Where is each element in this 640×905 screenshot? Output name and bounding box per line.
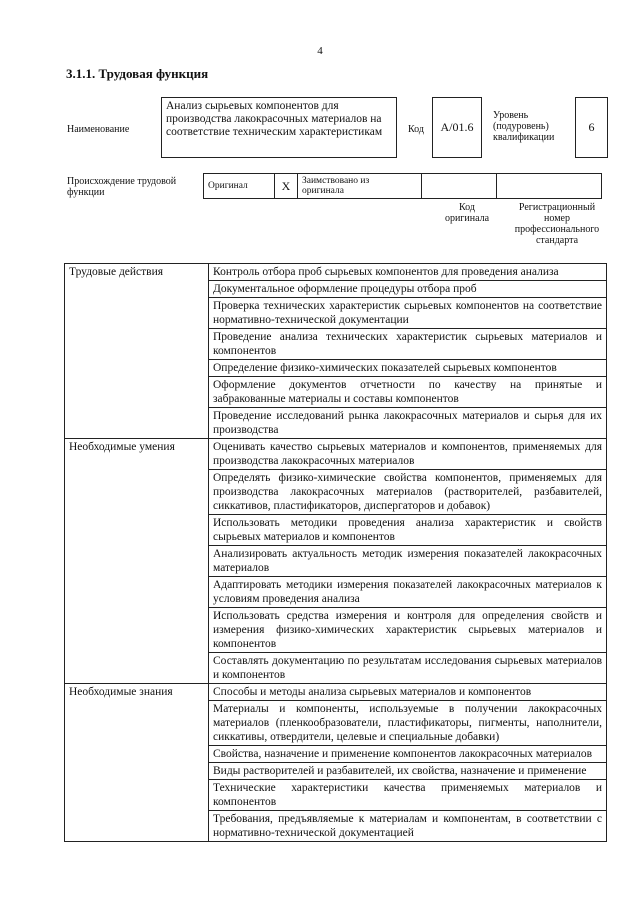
table-cell: Проведение исследований рынка лакокрасочных материалов и сырья для их производства <box>209 408 607 439</box>
table-cell: Технические характеристики качества применяемых материалов и компонентов <box>209 780 607 811</box>
function-details-table <box>64 263 607 842</box>
code-value-box: A/01.6 <box>432 97 482 158</box>
table-cell: Оценивать качество сырьевых материалов и компонентов, применяемых для производства лакокрасочных материалов <box>209 439 607 470</box>
reg-number-line: стандарта <box>535 235 579 246</box>
table-cell: Оформление документов отчетности по качеству на принятые и забракованные материалы и составы компонентов <box>209 377 607 408</box>
origin-label-line: Происхождение трудовой <box>67 176 177 187</box>
table-cell: Документальное оформление процедуры отбора проб <box>209 281 607 298</box>
page-number: 4 <box>317 45 323 57</box>
original-label: Оригинал <box>204 174 275 199</box>
reg-number-caption <box>505 202 609 246</box>
table-cell: Анализировать актуальность методик измерения показателей лакокрасочных материалов <box>209 546 607 577</box>
reg-number-cell <box>497 174 602 199</box>
table-cell: Использовать методики проведения анализа характеристик и свойств сырьевых материалов и компонентов <box>209 515 607 546</box>
borrowed-label-line: оригинала <box>302 186 344 196</box>
code-original-caption <box>432 202 502 224</box>
code-label: Код <box>408 124 424 135</box>
category-required-knowledge: Необходимые знания <box>65 684 209 842</box>
table-cell: Виды растворителей и разбавителей, их свойства, назначение и применение <box>209 763 607 780</box>
reg-number-line: профессионального <box>514 224 600 235</box>
table-cell: Определение физико-химических показателей сырьевых компонентов <box>209 360 607 377</box>
level-value-box: 6 <box>575 97 608 158</box>
table-cell: Требования, предъявляемые к материалам и компонентам, в соответствии с нормативно-технической документацией <box>209 811 607 842</box>
code-original-line: оригинала <box>444 213 490 224</box>
reg-number-line: номер <box>544 213 570 224</box>
origin-label <box>67 176 176 198</box>
table-cell: Контроль отбора проб сырьевых компонентов для проведения анализа <box>209 264 607 281</box>
level-label-line: квалификации <box>493 132 555 143</box>
table-row <box>65 684 607 701</box>
level-label <box>493 110 554 143</box>
level-label-line: (подуровень) <box>493 121 549 132</box>
section-title: 3.1.1. Трудовая функция <box>66 66 209 81</box>
borrowed-label-line: Заимствовано из <box>302 176 370 186</box>
reg-number-line: Регистрационный <box>518 202 596 213</box>
level-label-line: Уровень <box>493 110 529 121</box>
borrowed-label <box>298 174 422 199</box>
table-cell: Способы и методы анализа сырьевых материалов и компонентов <box>209 684 607 701</box>
table-cell: Составлять документацию по результатам исследования сырьевых материалов и компонентов <box>209 653 607 684</box>
table-row <box>65 264 607 281</box>
code-original-cell <box>422 174 497 199</box>
origin-label-line: функции <box>67 187 105 198</box>
origin-table <box>203 173 602 199</box>
table-row <box>65 439 607 470</box>
table-cell: Свойства, назначение и применение компонентов лакокрасочных материалов <box>209 746 607 763</box>
table-cell: Проведение анализа технических характеристик сырьевых материалов и компонентов <box>209 329 607 360</box>
name-label: Наименование <box>67 124 130 135</box>
function-name-box: Анализ сырьевых компонентов для производства лакокрасочных материалов на соответствие техническим характеристикам <box>161 97 397 158</box>
table-cell: Определять физико-химические свойства компонентов, применяемых для производства лакокрасочных материалов (растворителей, разбавителей, сиккативов, пластификаторов, диспергаторов и добавок) <box>209 470 607 515</box>
category-labor-actions: Трудовые действия <box>65 264 209 439</box>
table-cell: Материалы и компоненты, используемые в получении лакокрасочных материалов (пленкообразователи, пластификаторы, пигменты, наполнители, сиккативы, отвердители, целевые и специальные добавки) <box>209 701 607 746</box>
table-cell: Использовать средства измерения и контроля для определения свойств и измерения физико-химических характеристик сырьевых материалов и компонентов <box>209 608 607 653</box>
original-mark: X <box>275 174 298 199</box>
category-required-skills: Необходимые умения <box>65 439 209 684</box>
code-original-line: Код <box>459 202 475 213</box>
table-cell: Адаптировать методики измерения показателей лакокрасочных материалов к условиям проведения анализа <box>209 577 607 608</box>
table-cell: Проверка технических характеристик сырьевых компонентов на соответствие нормативно-технической документации <box>209 298 607 329</box>
